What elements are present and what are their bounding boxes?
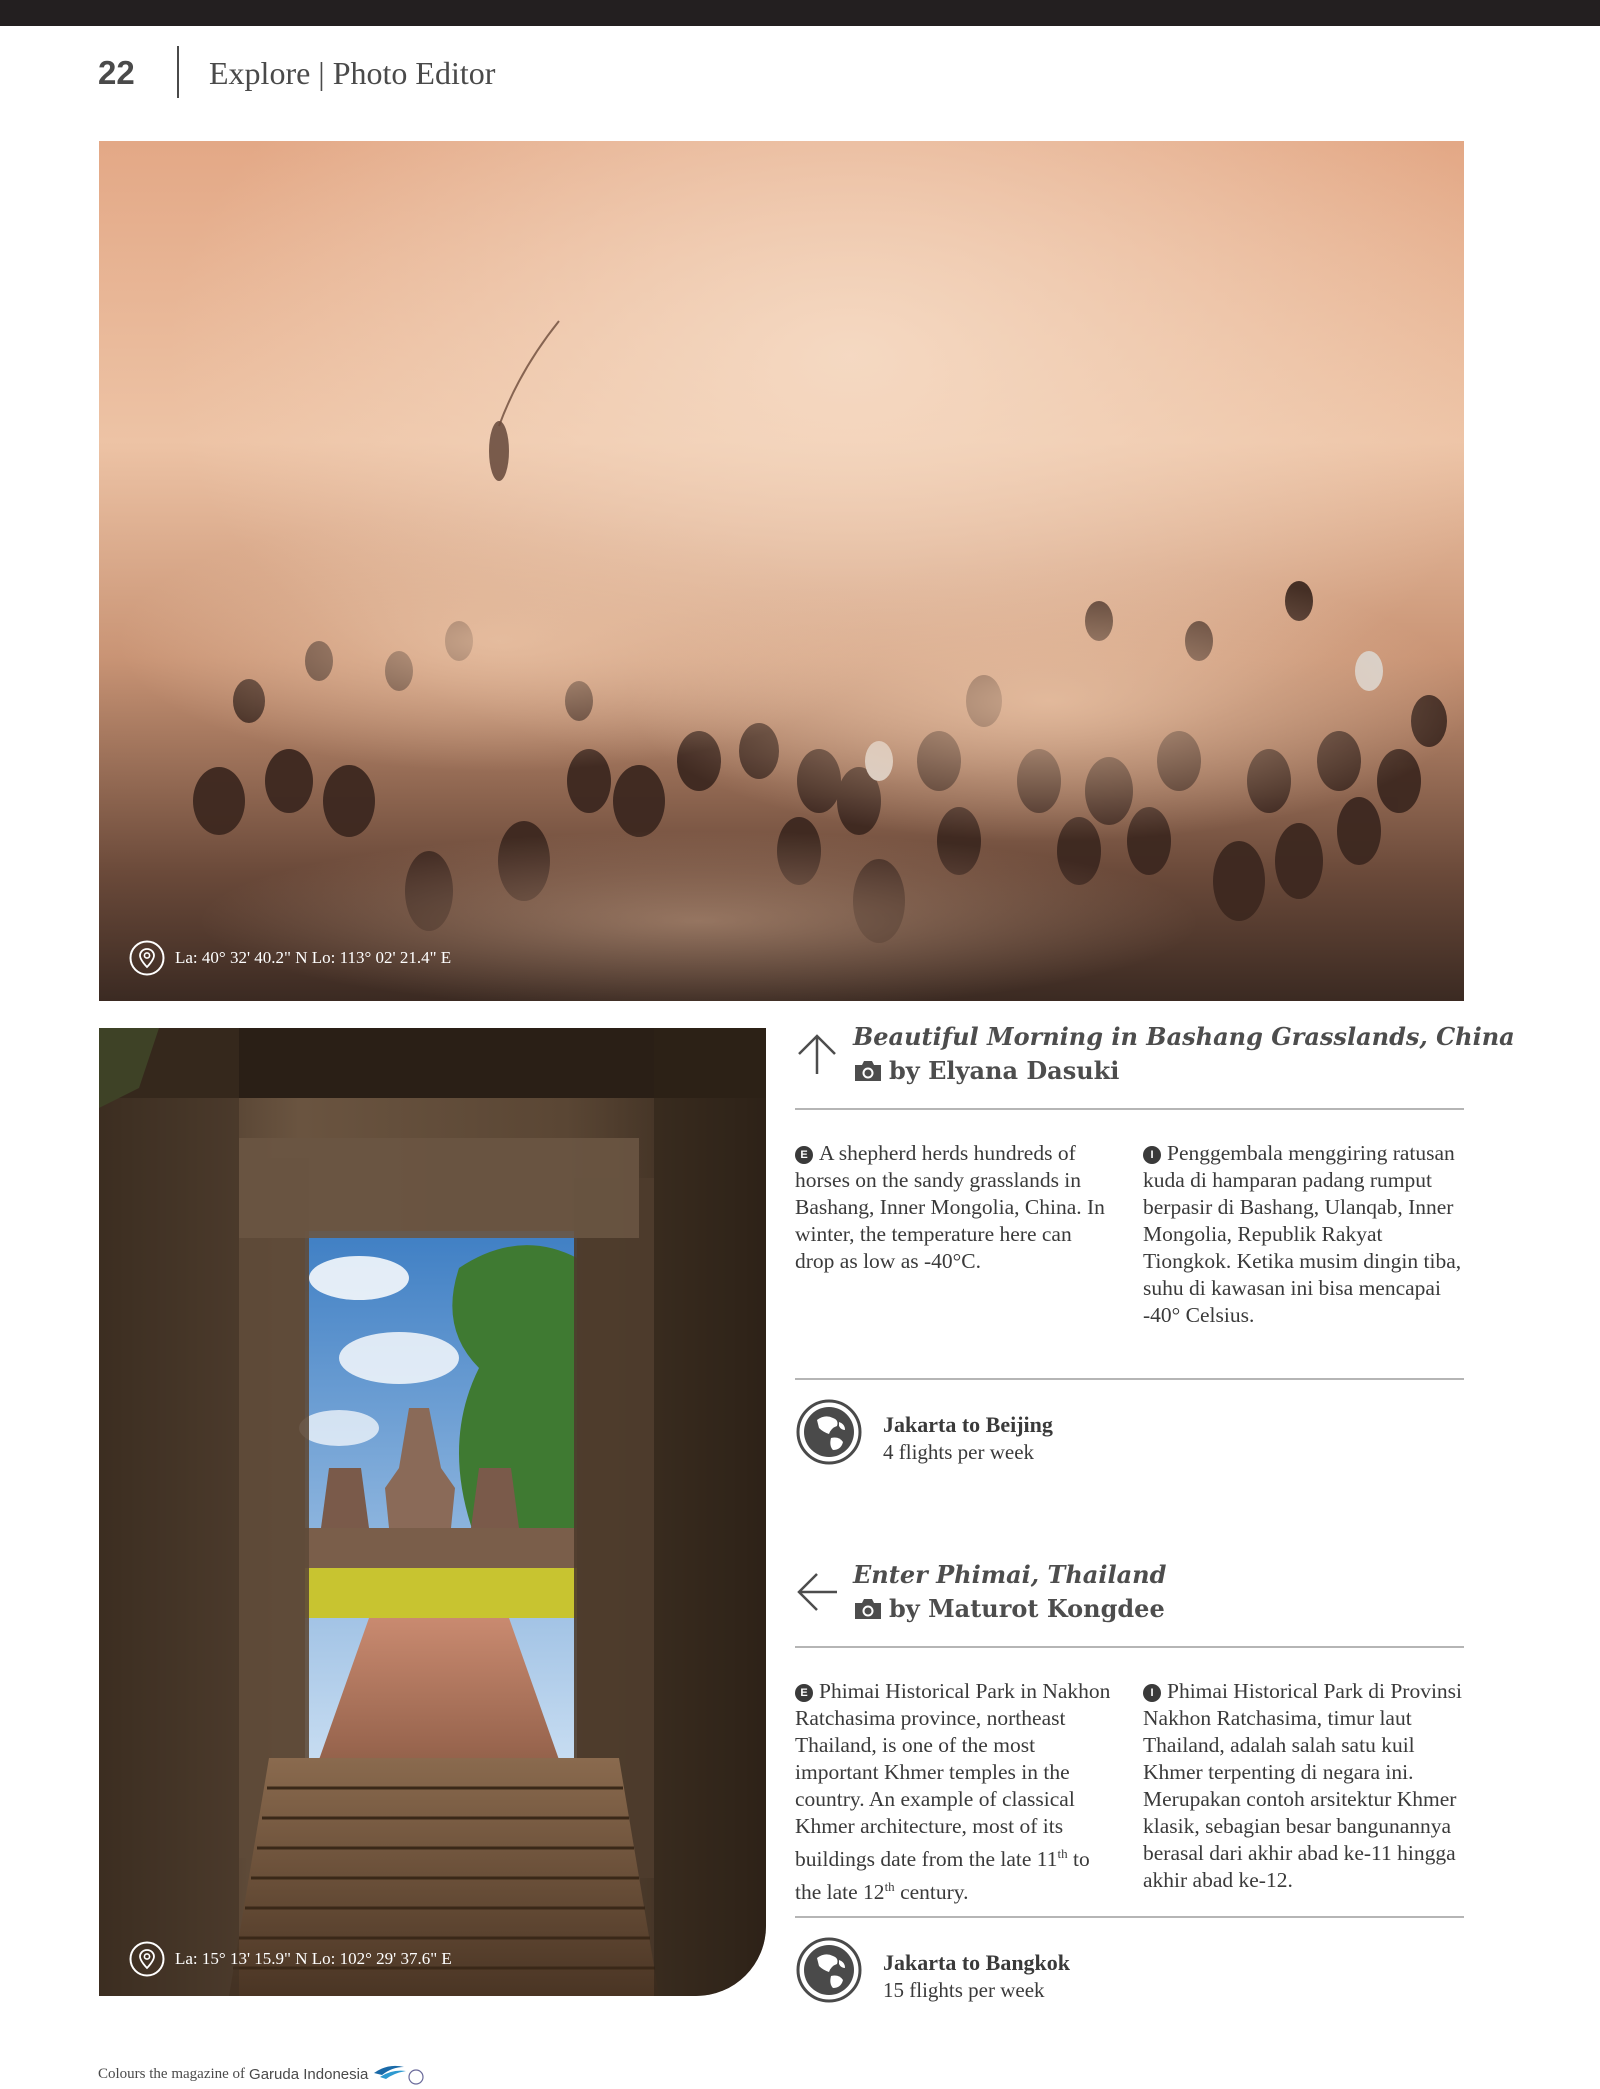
- page-number: 22: [98, 54, 135, 91]
- camera-icon: [853, 1059, 883, 1083]
- indonesian-text: I Phimai Historical Park di Provinsi Nakhon Ratchasima, timur laut Thailand, adalah salah satu kuil Khmer terpenting di negara ini. Merupakan contoh arsitektur Khmer klasik, sebagian besar bangunannya berasal dari akhir abad ke-11 hingga akhir abad ke-12.: [1143, 1679, 1463, 1892]
- photographer: by Maturot Kongdee: [889, 1594, 1165, 1623]
- phimai-illustration: [99, 1028, 766, 1996]
- photo-title: Enter Phimai, Thailand: [853, 1560, 1167, 1589]
- flight-route: Jakarta to Beijing: [883, 1412, 1053, 1437]
- top-bar: [0, 0, 1600, 26]
- caption-body: [795, 1648, 1464, 1918]
- horses-illustration: [99, 141, 1464, 1001]
- garuda-logo-icon: [370, 2061, 426, 2087]
- header-divider: [177, 46, 179, 98]
- indonesian-badge: I: [1143, 1146, 1161, 1164]
- photographer: by Elyana Dasuki: [889, 1056, 1120, 1085]
- geo-coordinates: La: 40° 32' 40.2" N Lo: 113° 02' 21.4" E: [175, 948, 452, 967]
- english-text: E Phimai Historical Park in Nakhon Ratchasima province, northeast Thailand, is one of the most important Khmer temples in the country. An example of classical Khmer architecture, most of its buildings date from the late 11th to the late 12th century.: [795, 1679, 1111, 1905]
- caption-header: [795, 1022, 1515, 1110]
- section-title: Explore | Photo Editor: [209, 55, 496, 91]
- footer-brand: Garuda Indonesia: [249, 2065, 369, 2083]
- caption-header: [795, 1560, 1464, 1648]
- geo-tag: [129, 940, 451, 976]
- arrow-up-icon: [795, 1032, 839, 1076]
- geo-coordinates: La: 15° 13' 15.9" N Lo: 102° 29' 37.6" E: [175, 1949, 452, 1968]
- flight-info: [795, 1380, 1464, 1480]
- geo-tag: [129, 1941, 452, 1977]
- photo-title: Beautiful Morning in Bashang Grasslands, China: [853, 1022, 1515, 1051]
- arrow-left-icon: [795, 1570, 839, 1614]
- globe-icon: [795, 1936, 863, 2004]
- indonesian-badge: I: [1143, 1684, 1161, 1702]
- caption-body: [795, 1110, 1464, 1380]
- globe-icon: [795, 1398, 863, 1466]
- footer: [98, 2061, 426, 2087]
- footer-tagline: Colours the magazine of: [98, 2065, 246, 2082]
- english-text: E A shepherd herds hundreds of horses on the sandy grasslands in Bashang, Inner Mongolia, China. In winter, the temperature here can drop as low as -40°C.: [795, 1141, 1105, 1273]
- indonesian-text: I Penggembala menggiring ratusan kuda di hamparan padang rumput berpasir di Bashang, Ulanqab, Inner Mongolia, Republik Rakyat Tiongkok. Ketika musim dingin tiba, suhu di kawasan ini bisa mencapai -40° Celsius.: [1143, 1141, 1462, 1327]
- flight-frequency: 4 flights per week: [883, 1440, 1035, 1464]
- flight-frequency: 15 flights per week: [883, 1978, 1045, 2002]
- caption-horses: [795, 1022, 1515, 1480]
- flight-route: Jakarta to Bangkok: [883, 1950, 1071, 1975]
- horses-photo: [99, 141, 1464, 1001]
- location-pin-icon: [129, 1941, 165, 1977]
- location-pin-icon: [129, 940, 165, 976]
- english-badge: E: [795, 1684, 813, 1702]
- phimai-photo: [99, 1028, 766, 1996]
- photo-credit: [853, 1056, 1119, 1085]
- camera-icon: [853, 1597, 883, 1621]
- flight-info: [795, 1918, 1464, 2018]
- photo-credit: [853, 1594, 1165, 1623]
- english-badge: E: [795, 1146, 813, 1164]
- caption-phimai: [795, 1560, 1464, 2018]
